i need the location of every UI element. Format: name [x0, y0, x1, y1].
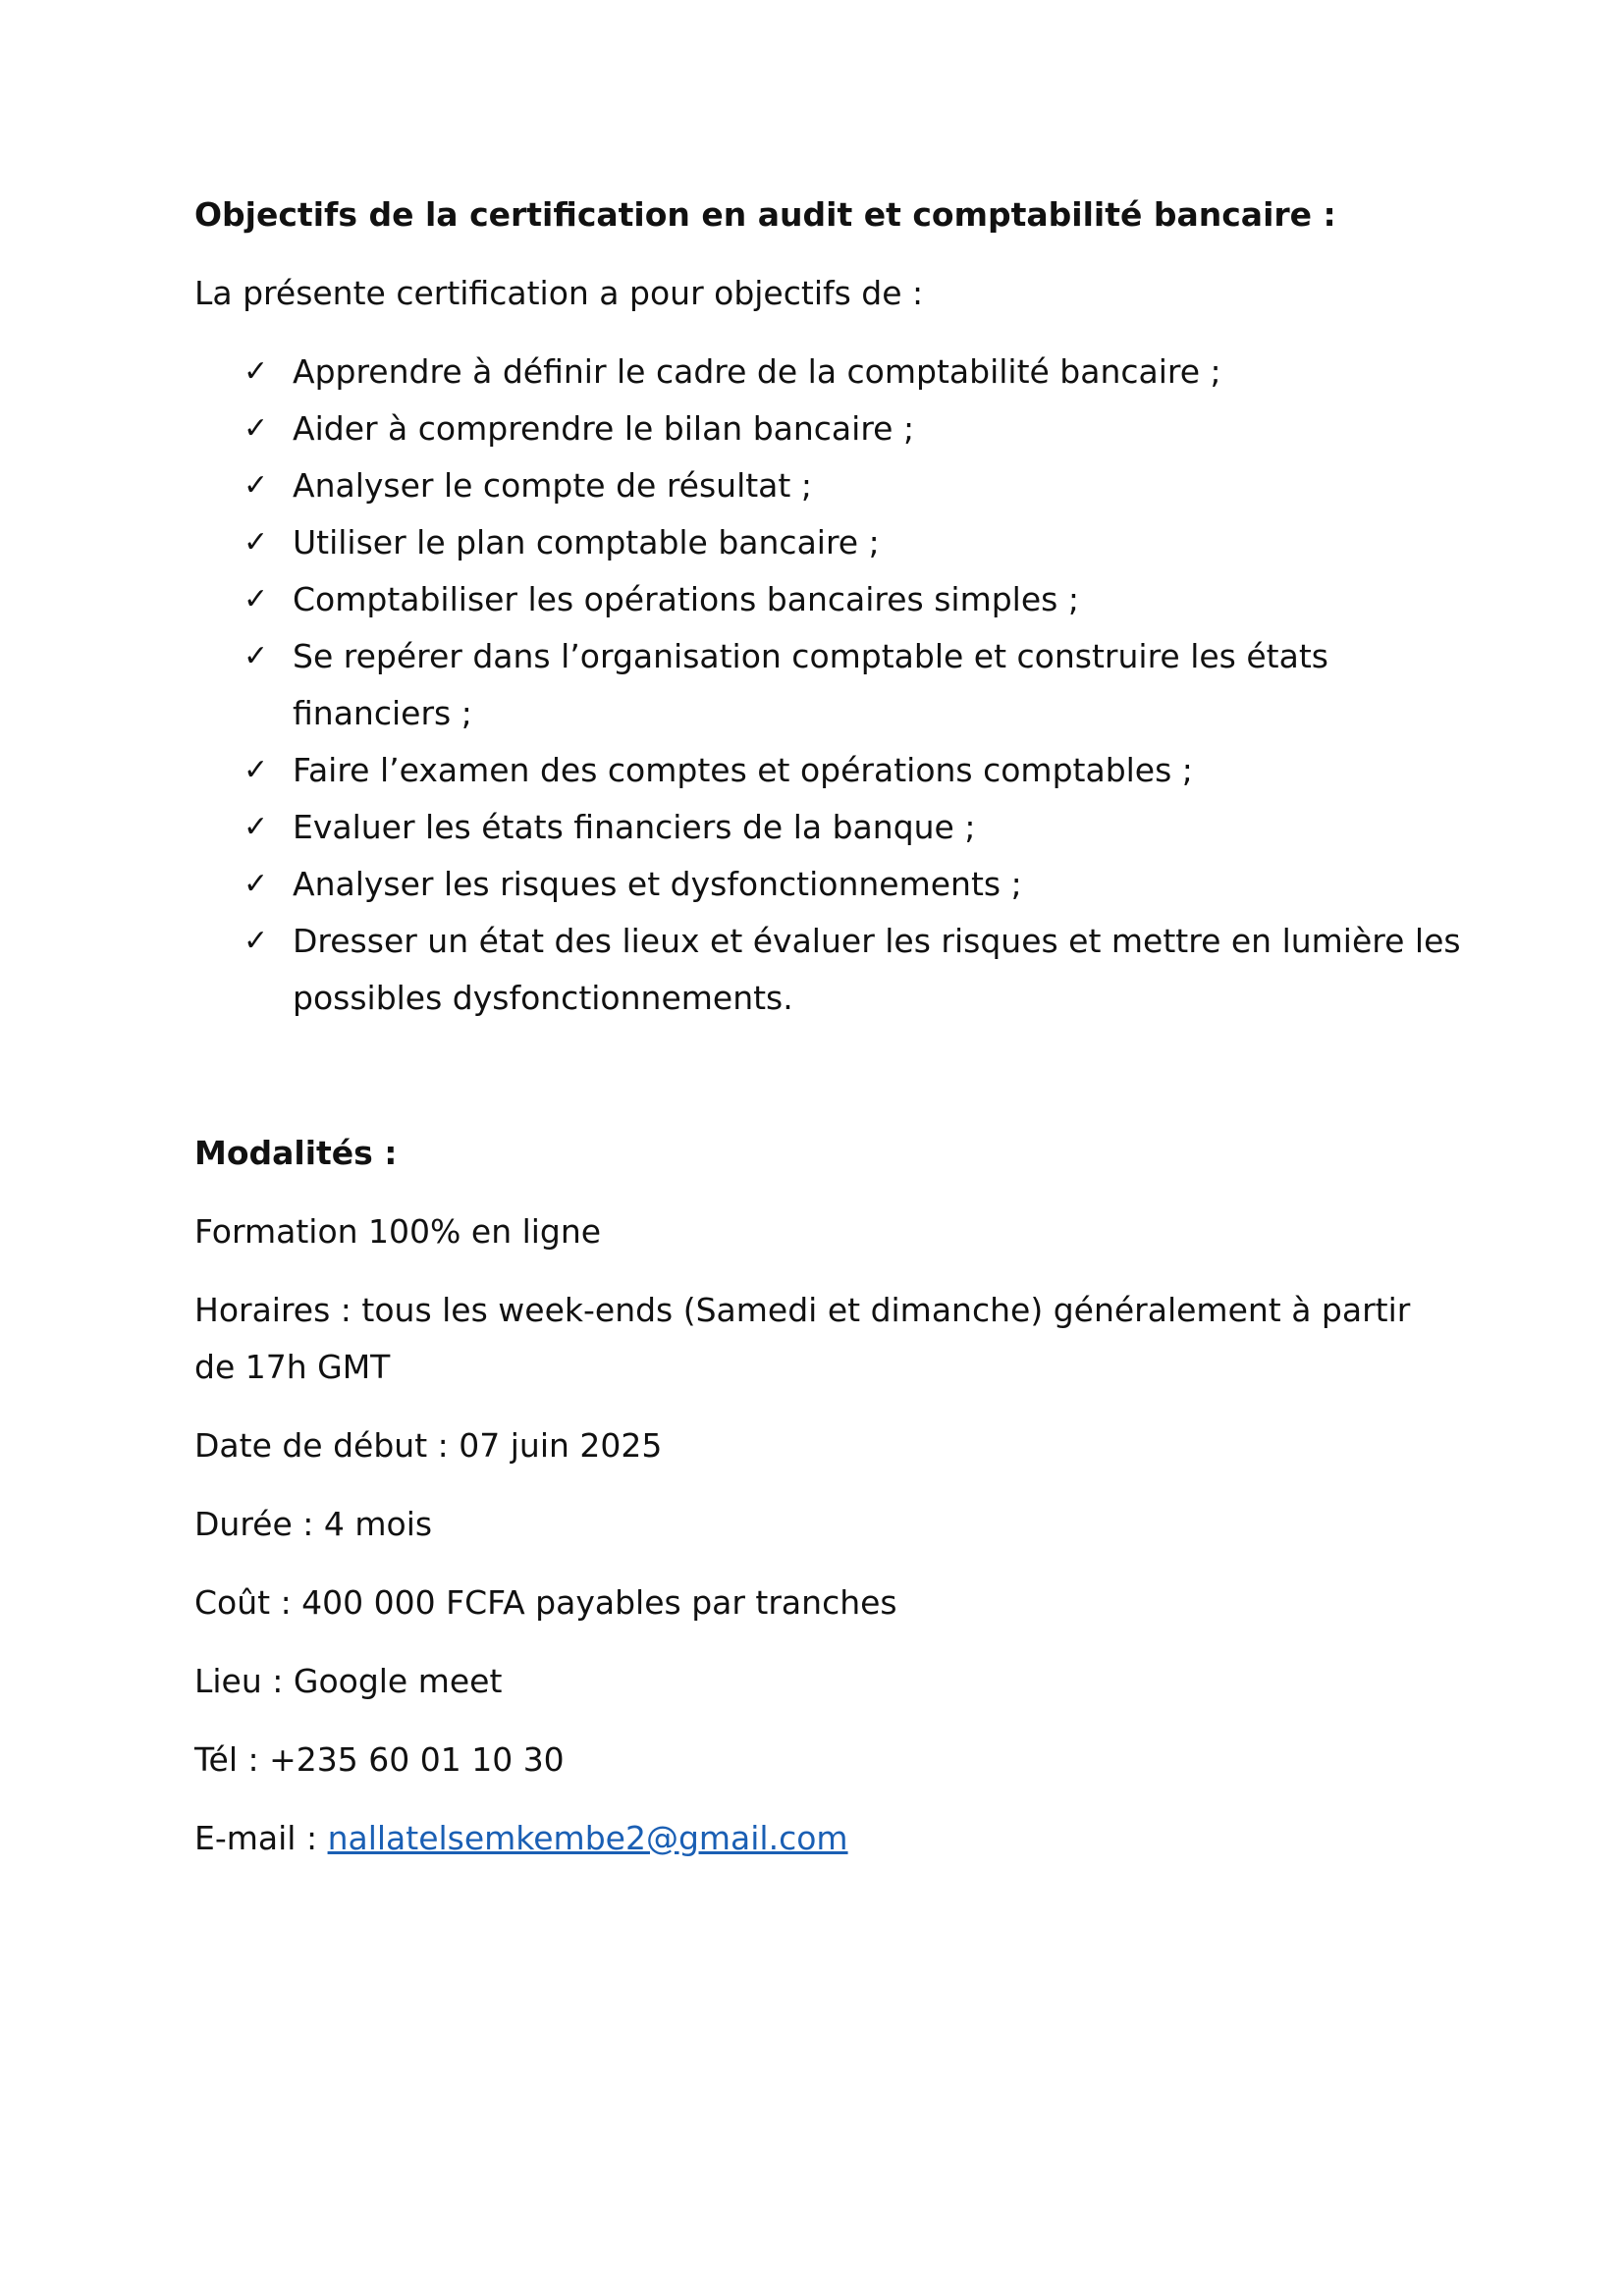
tel-text: Tél : +235 60 01 10 30: [194, 1740, 565, 1779]
checkmark-icon: ✓: [244, 867, 269, 901]
list-item-text: Apprendre à définir le cadre de la comptabilité bancaire ;: [293, 352, 1221, 391]
objectives-intro: La présente certification a pour objectifs de :: [194, 274, 924, 312]
checkmark-icon: ✓: [244, 753, 269, 787]
email-link[interactable]: nallatelsemkembe2@gmail.com: [327, 1819, 848, 1857]
cout-text: Coût : 400 000 FCFA payables par tranches: [194, 1583, 897, 1622]
list-item-text: Faire l’examen des comptes et opérations comptables ;: [293, 751, 1193, 789]
list-item-text: Analyser le compte de résultat ;: [293, 466, 812, 505]
page-content: [194, 187, 1461, 1889]
checkmark-icon: ✓: [244, 354, 269, 389]
checkmark-icon: ✓: [244, 411, 269, 446]
duree-text: Durée : 4 mois: [194, 1505, 433, 1543]
format-text: Formation 100% en ligne: [194, 1212, 602, 1251]
list-item-text: Evaluer les états financiers de la banque ;: [293, 808, 976, 846]
objectives-heading: Objectifs de la certification en audit et comptabilité bancaire :: [194, 195, 1336, 234]
list-item: [244, 514, 1461, 571]
horaires-text: Horaires : tous les week-ends (Samedi et dimanche) généralement à partir de 17h GMT: [194, 1291, 1411, 1386]
date-debut-text: Date de début : 07 juin 2025: [194, 1426, 663, 1465]
list-item: [244, 913, 1461, 1027]
list-item-text: Utiliser le plan comptable bancaire ;: [293, 523, 880, 561]
checkmark-icon: ✓: [244, 468, 269, 503]
checkmark-icon: ✓: [244, 924, 269, 958]
objectives-list: [194, 344, 1461, 1027]
checkmark-icon: ✓: [244, 810, 269, 844]
list-item: [244, 628, 1461, 742]
list-item-text: Dresser un état des lieux et évaluer les risques et mettre en lumière les possibles dysfonctionnements.: [293, 922, 1461, 1017]
list-item: [244, 571, 1461, 628]
checkmark-icon: ✓: [244, 582, 269, 616]
section-spacer: [194, 1027, 1461, 1125]
list-item: [244, 457, 1461, 514]
list-item-text: Aider à comprendre le bilan bancaire ;: [293, 409, 915, 448]
email-label: E-mail :: [194, 1819, 328, 1857]
list-item: [244, 344, 1461, 400]
list-item: [244, 742, 1461, 799]
checkmark-icon: ✓: [244, 525, 269, 560]
list-item: [244, 856, 1461, 913]
list-item: [244, 799, 1461, 856]
list-item-text: Comptabiliser les opérations bancaires simples ;: [293, 580, 1079, 618]
modalites-heading: Modalités :: [194, 1134, 398, 1172]
list-item-text: Se repérer dans l’organisation comptable et construire les états financiers ;: [293, 637, 1328, 732]
checkmark-icon: ✓: [244, 639, 269, 673]
lieu-text: Lieu : Google meet: [194, 1662, 503, 1700]
list-item-text: Analyser les risques et dysfonctionnements ;: [293, 865, 1022, 903]
list-item: [244, 400, 1461, 457]
email-line: [194, 1810, 1461, 1867]
